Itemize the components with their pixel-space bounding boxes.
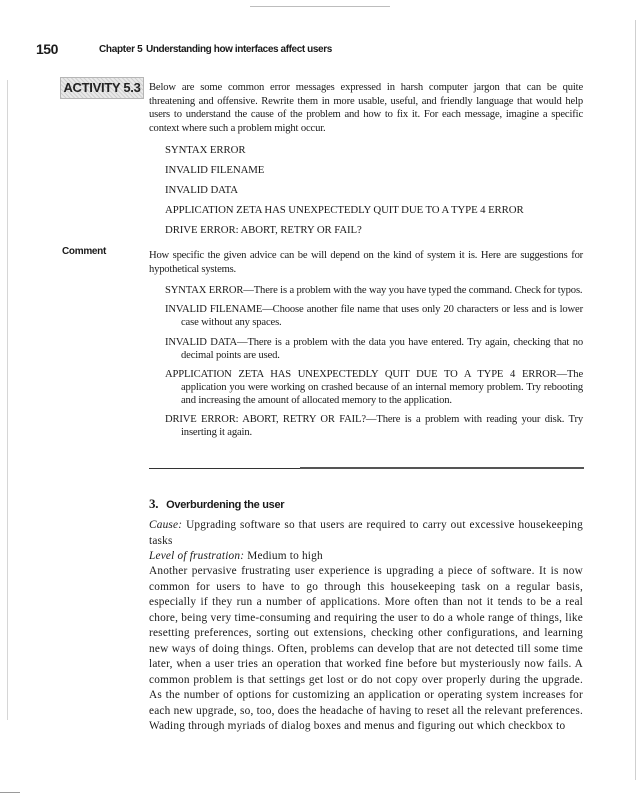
- scan-artifact: [0, 792, 20, 793]
- error-message: DRIVE ERROR: ABORT, RETRY OR FAIL?: [165, 224, 362, 236]
- error-message: APPLICATION ZETA HAS UNEXPECTEDLY QUIT DUE TO A TYPE 4 ERROR: [165, 204, 524, 216]
- frustration-label: Level of frustration:: [149, 550, 245, 562]
- suggestion-list: [165, 285, 583, 447]
- suggestion-item: DRIVE ERROR: ABORT, RETRY OR FAIL?—There is a problem with reading your disk. Try inserting it again.: [165, 414, 583, 439]
- frustration-line: [149, 549, 583, 565]
- section-heading: [149, 496, 284, 512]
- section-divider-accent: [300, 467, 584, 469]
- activity-text: Below are some common error messages expressed in harsh computer jargon that can be quite threatening and offensive. Rewrite them in more usable, useful, and friendly language that would help users to understand the cause of the problem and how to fix it. For each message, imagine a specific context where such a problem might occur.: [149, 82, 583, 134]
- section-number: 3.: [149, 496, 159, 511]
- chapter-label: Chapter 5: [99, 44, 143, 55]
- error-message: INVALID FILENAME: [165, 164, 265, 176]
- page-number: 150: [36, 41, 58, 57]
- running-header: [36, 41, 596, 59]
- cause-label: Cause:: [149, 519, 183, 531]
- suggestion-item: INVALID DATA—There is a problem with the data you have entered. Try again, checking that no decimal points are used.: [165, 336, 583, 361]
- body-paragraph: Another pervasive frustrating user experience is upgrading a piece of software. It is now common for users to have to go through this housekeeping task on a regular basis, especially if they run a number of applications. More often than not it tends to be a real chore, being very time-consuming and requiring the user to do a whole range of things, like resetting preferences, sorting out extensions, checking other configurations, and learning new ways of doing things. Often, problems can develop that are not detected till some time later, when a user tries an operation that worked fine before but mysteriously now fails. A common problem is that settings get lost or do not copy over properly during the upgrade. As the number of options for customizing an application or operating system increases for each new upgrade, so, too, does the headache of having to reset all the relevant preferences. Wading through myriads of dialog boxes and menus and figuring out which checkbox to: [149, 565, 583, 732]
- activity-badge-label: ACTIVITY 5.3: [63, 80, 141, 95]
- suggestion-item: APPLICATION ZETA HAS UNEXPECTEDLY QUIT DUE TO A TYPE 4 ERROR—The application you were working on crashed because of an internal memory problem. Try rebooting and increasing the amount of allocated memory to the application.: [165, 369, 583, 406]
- frustration-text: Medium to high: [247, 550, 323, 562]
- scan-artifact: [250, 6, 390, 7]
- error-message: SYNTAX ERROR: [165, 144, 246, 156]
- activity-badge: [60, 77, 144, 99]
- suggestion-item: SYNTAX ERROR—There is a problem with the way you have typed the command. Check for typos.: [165, 285, 583, 296]
- chapter-title: Understanding how interfaces affect users: [146, 44, 332, 55]
- comment-label: Comment: [62, 246, 107, 257]
- error-message: INVALID DATA: [165, 184, 239, 196]
- scan-artifact: [635, 20, 636, 780]
- comment-intro: How specific the given advice can be will depend on the kind of system it is. Here are suggestions for hypothetical systems.: [149, 250, 583, 275]
- cause-text: Upgrading software so that users are required to carry out excessive housekeeping tasks: [149, 519, 583, 547]
- suggestion-item: INVALID FILENAME—Choose another file name that uses only 20 characters or less and is lower case without any spaces.: [165, 304, 583, 329]
- section-title: Overburdening the user: [166, 499, 285, 511]
- scan-artifact: [7, 80, 8, 720]
- cause-line: [149, 518, 583, 549]
- error-message-list: [165, 140, 595, 240]
